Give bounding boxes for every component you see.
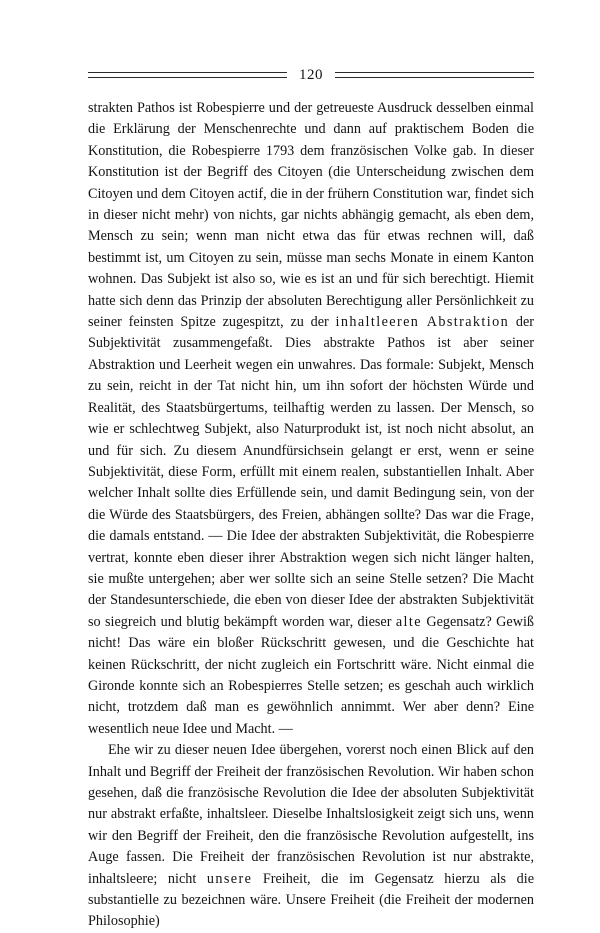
page-number: 120: [299, 66, 323, 83]
header-rule-right: [335, 72, 534, 78]
paragraph-1: [88, 98, 534, 740]
running-header: [88, 64, 534, 86]
body-text: [88, 98, 534, 933]
header-rule-left: [88, 72, 287, 78]
text-run: Ehe wir zu dieser neuen Idee übergehen, vorerst noch einen Blick auf den Inhalt und Begriff der Freiheit der französischen Revolution. Wir haben schon gesehen, daß die französische Revolution die Idee der absoluten Subjektivität nur abstrakt erfaßte, inhaltsleer. Dieselbe Inhaltslosigkeit zeigt sich uns, wenn wir den Begriff der Freiheit, den die französische Revolution aufgestellt, ins Auge fassen. Die Freiheit der französischen Revolution ist nur abstrakte, inhaltsleere; nicht: [88, 742, 534, 887]
emphasis-spaced: inhaltleeren Abstraktion: [335, 314, 510, 331]
text-run: strakten Pathos ist Robespierre und der getreueste Ausdruck desselben einmal die Erklärung der Menschenrechte und dann auf praktischem Boden die Konstitution, die Robespierre 1793 dem französischen Volke gab. In dieser Konstitution ist der Begriff des Citoyen (die Unterscheidung zwischen dem Citoyen und dem Citoyen actif, die in der frühern Constitution war, findet sich in dieser nicht mehr) von nichts, gar nichts abhängig gemacht, als eben dem, Mensch zu sein; wenn man nicht etwa das für etwas rechnen will, daß bestimmt ist, um Citoyen zu sein, müsse man sechs Monate in einem Kanton wohnen. Das Subjekt ist also so, wie es ist an und für sich berechtigt. Hiemit hatte sich denn das Prinzip der absoluten Berechtigung aller Persönlichkeit zu seiner feinsten Spitze zugespitzt, zu der: [88, 100, 534, 331]
text-run: Freiheit, die im Gegensatz hierzu als die substantielle zu bezeichnen wäre. Unsere Freiheit (die Freiheit der modernen Philosophie): [88, 870, 534, 930]
emphasis-spaced: alte: [395, 613, 422, 630]
text-run: der Subjektivität zusammengefaßt. Dies abstrakte Pathos ist aber seiner Abstraktion und Leerheit wegen ein unwahres. Das formale: Subjekt, Mensch zu sein, reicht in der Tat nicht hin, um ihn sofort der höchsten Würde und Realität, des Staatsbürgertums, teilhaftig werden zu lassen. Der Mensch, so wie er schlechtweg Subjekt, also Naturprodukt ist, ist noch nicht absolut, an und für sich. Zu diesem Anundfürsichsein gelangt er erst, wenn er seine Subjektivität, diese Form, erfüllt mit einem realen, substantiellen Inhalt. Aber welcher Inhalt sollte dies Erfüllende sein, und damit Bedingung sein, von der die Würde des Staatsbürgers, des Freien, abhängen sollte? Das war die Frage, die damals entstand. — Die Idee der abstrakten Subjektivität, die Robespierre vertrat, konnte eben dieser ihrer Abstraktion wegen sich nicht länger halten, sie mußte untergehen; aber wer sollte sich an seine Stelle setzen? Die Macht der Standesunterschiede, die eben von dieser Idee der abstrakten Subjektivität so siegreich und blutig bekämpft worden war, dieser: [88, 314, 534, 630]
paragraph-2: [88, 740, 534, 933]
text-run: Gegensatz? Gewiß nicht! Das wäre ein bloßer Rückschritt gewesen, und die Geschichte hat keinen Rückschritt, der nicht zugleich ein Fortschritt wäre. Nicht einmal die Gironde konnte sich an Robespierres Stelle setzen; es geschah auch wirklich nicht, trotzdem daß man es gewöhnlich annimmt. Wer aber denn? Eine wesentlich neue Idee und Macht. —: [88, 613, 534, 737]
emphasis-spaced: unsere: [206, 870, 253, 887]
